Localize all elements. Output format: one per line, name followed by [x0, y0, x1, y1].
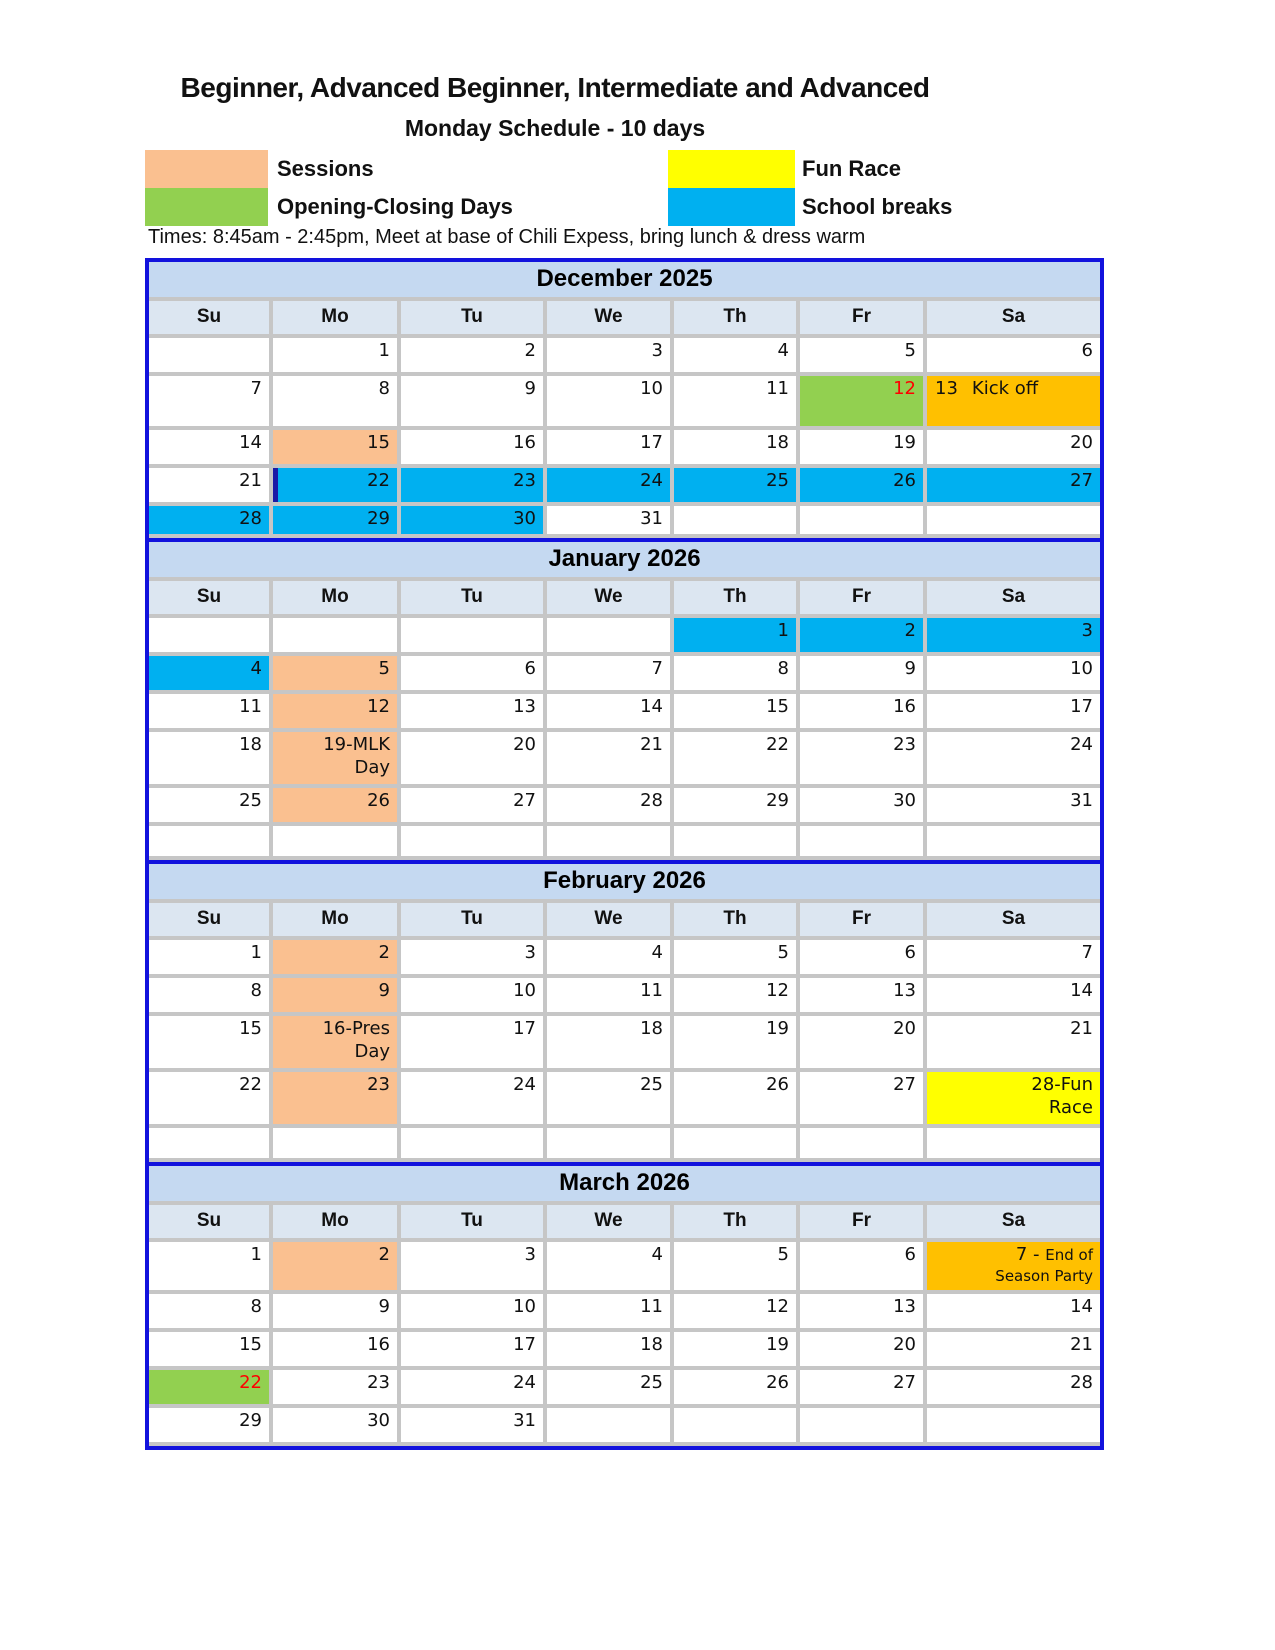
- month-calendar: [145, 1162, 1104, 1450]
- day-cell: 17: [547, 430, 670, 464]
- day-cell: [273, 826, 397, 856]
- day-cell: 24: [401, 1370, 543, 1404]
- day-cell: 21: [149, 468, 269, 502]
- day-cell: 31: [547, 506, 670, 534]
- day-cell: 10: [547, 376, 670, 426]
- day-cell: 28: [927, 1370, 1100, 1404]
- day-cell: [927, 506, 1100, 534]
- legend-label-opening-closing: Opening-Closing Days: [277, 194, 513, 219]
- page-subtitle: Monday Schedule - 10 days: [404, 115, 706, 141]
- day-cell: 11: [674, 376, 796, 426]
- day-cell: [800, 506, 923, 534]
- day-cell: 27: [800, 1370, 923, 1404]
- day-cell: 14: [547, 694, 670, 728]
- weekday-header: Sa: [927, 581, 1100, 614]
- day-cell: [800, 1128, 923, 1158]
- day-cell: [149, 826, 269, 856]
- day-cell: 19: [674, 1332, 796, 1366]
- day-cell: 6: [800, 1242, 923, 1290]
- day-cell: 16: [800, 694, 923, 728]
- day-cell: [273, 1128, 397, 1158]
- day-cell: 26: [800, 468, 923, 502]
- day-cell: 18: [149, 732, 269, 784]
- weekday-header: Mo: [273, 903, 397, 936]
- day-cell: 20: [800, 1332, 923, 1366]
- legend-swatch-sessions: [145, 150, 268, 188]
- day-cell: 14: [149, 430, 269, 464]
- day-cell: 10: [927, 656, 1100, 690]
- day-cell: [927, 1128, 1100, 1158]
- weekday-header: We: [547, 581, 670, 614]
- month-grid: [149, 297, 1100, 538]
- day-cell: 27: [927, 468, 1100, 502]
- day-cell: 27: [800, 1072, 923, 1124]
- day-cell: 16: [401, 430, 543, 464]
- day-cell: 12: [674, 978, 796, 1012]
- month-title: February 2026: [149, 864, 1100, 899]
- day-cell: 5: [674, 1242, 796, 1290]
- day-cell: 5: [273, 656, 397, 690]
- day-cell: 20: [927, 430, 1100, 464]
- weekday-header: Sa: [927, 903, 1100, 936]
- day-cell: 20: [800, 1016, 923, 1068]
- day-cell: [547, 1128, 670, 1158]
- day-cell: 31: [401, 1408, 543, 1442]
- day-cell: 9: [273, 978, 397, 1012]
- event-cell: 28-Fun Race: [927, 1072, 1100, 1124]
- day-cell: [149, 618, 269, 652]
- day-cell: 3: [401, 1242, 543, 1290]
- weekday-header: Th: [674, 581, 796, 614]
- page-title: Beginner, Advanced Beginner, Intermediate and Advanced: [180, 72, 930, 103]
- day-cell: 24: [401, 1072, 543, 1124]
- weekday-header: Mo: [273, 581, 397, 614]
- day-cell: 7: [149, 376, 269, 426]
- day-cell: 6: [927, 338, 1100, 372]
- day-cell: 8: [674, 656, 796, 690]
- weekday-header: Fr: [800, 301, 923, 334]
- event-cell: 16-Pres Day: [273, 1016, 397, 1068]
- weekday-header: Th: [674, 301, 796, 334]
- day-cell: 30: [273, 1408, 397, 1442]
- day-cell: 4: [547, 940, 670, 974]
- day-cell: [674, 1128, 796, 1158]
- weekday-header: Fr: [800, 903, 923, 936]
- day-cell: 12: [800, 376, 923, 426]
- legend-swatch-opening-closing: [145, 188, 268, 226]
- day-cell: 6: [401, 656, 543, 690]
- day-cell: 4: [547, 1242, 670, 1290]
- month-grid: [149, 577, 1100, 860]
- day-cell: 22: [674, 732, 796, 784]
- month-calendar: [145, 538, 1104, 864]
- day-cell: 18: [547, 1332, 670, 1366]
- day-cell: 2: [800, 618, 923, 652]
- day-cell: 23: [401, 468, 543, 502]
- day-cell: 30: [800, 788, 923, 822]
- day-cell: [547, 1408, 670, 1442]
- day-cell: 29: [674, 788, 796, 822]
- day-cell: 17: [401, 1332, 543, 1366]
- weekday-header: Sa: [927, 1205, 1100, 1238]
- month-grid: [149, 899, 1100, 1162]
- day-cell: 20: [401, 732, 543, 784]
- day-cell: 11: [547, 1294, 670, 1328]
- day-cell: 22: [149, 1370, 269, 1404]
- day-cell: 3: [547, 338, 670, 372]
- day-cell: 17: [927, 694, 1100, 728]
- weekday-header: We: [547, 903, 670, 936]
- day-cell: 10: [401, 1294, 543, 1328]
- day-cell: 3: [401, 940, 543, 974]
- legend-label-school-breaks: School breaks: [802, 194, 953, 219]
- day-cell: 30: [401, 506, 543, 534]
- day-cell: 21: [927, 1016, 1100, 1068]
- day-cell: 8: [149, 1294, 269, 1328]
- legend-swatch-school-breaks: [668, 188, 795, 226]
- day-cell: 11: [547, 978, 670, 1012]
- day-cell: 18: [547, 1016, 670, 1068]
- day-cell: 26: [273, 788, 397, 822]
- day-cell: [547, 618, 670, 652]
- weekday-header: Th: [674, 1205, 796, 1238]
- weekday-header: We: [547, 301, 670, 334]
- day-cell: 29: [273, 506, 397, 534]
- weekday-header: Tu: [401, 581, 543, 614]
- day-cell: 7: [927, 940, 1100, 974]
- day-cell: 22: [273, 468, 397, 502]
- event-cell: 7 - End of Season Party: [927, 1242, 1100, 1290]
- day-cell: 28: [149, 506, 269, 534]
- day-cell: 16: [273, 1332, 397, 1366]
- weekday-header: Tu: [401, 1205, 543, 1238]
- day-cell: 4: [674, 338, 796, 372]
- day-cell: 13: [800, 1294, 923, 1328]
- legend-label-sessions: Sessions: [277, 156, 374, 181]
- day-cell: [674, 506, 796, 534]
- day-cell: 8: [149, 978, 269, 1012]
- month-grid: [149, 1201, 1100, 1446]
- weekday-header: Fr: [800, 1205, 923, 1238]
- day-cell: 11: [149, 694, 269, 728]
- weekday-header: Su: [149, 581, 269, 614]
- day-cell: 2: [401, 338, 543, 372]
- weekday-header: Mo: [273, 1205, 397, 1238]
- day-cell: 10: [401, 978, 543, 1012]
- day-cell: 15: [273, 430, 397, 464]
- day-cell: [927, 826, 1100, 856]
- weekday-header: Su: [149, 903, 269, 936]
- day-cell: 31: [927, 788, 1100, 822]
- event-cell: 19-MLK Day: [273, 732, 397, 784]
- day-cell: 14: [927, 978, 1100, 1012]
- day-cell: 19: [674, 1016, 796, 1068]
- month-calendar: [145, 860, 1104, 1166]
- times-note: Times: 8:45am - 2:45pm, Meet at base of Chili Expess, bring lunch & dress warm: [148, 226, 866, 248]
- day-cell: 25: [674, 468, 796, 502]
- weekday-header: Su: [149, 301, 269, 334]
- day-cell: [674, 826, 796, 856]
- day-cell: 13: [800, 978, 923, 1012]
- day-cell: 21: [547, 732, 670, 784]
- day-cell: 1: [149, 1242, 269, 1290]
- day-cell: 1: [273, 338, 397, 372]
- day-cell: [149, 1128, 269, 1158]
- day-cell: 9: [401, 376, 543, 426]
- day-cell: 2: [273, 940, 397, 974]
- months-container: [145, 258, 1104, 1450]
- day-cell: 25: [547, 1072, 670, 1124]
- month-title: December 2025: [149, 262, 1100, 297]
- day-cell: [674, 1408, 796, 1442]
- day-cell: 8: [273, 376, 397, 426]
- day-cell: [401, 618, 543, 652]
- day-cell: [273, 618, 397, 652]
- day-cell: 5: [674, 940, 796, 974]
- day-cell: [800, 826, 923, 856]
- day-cell: 12: [674, 1294, 796, 1328]
- month-title: January 2026: [149, 542, 1100, 577]
- day-cell: 23: [273, 1370, 397, 1404]
- day-cell: 17: [401, 1016, 543, 1068]
- weekday-header: We: [547, 1205, 670, 1238]
- day-cell: 15: [149, 1332, 269, 1366]
- day-cell: 25: [149, 788, 269, 822]
- day-cell: 4: [149, 656, 269, 690]
- weekday-header: Sa: [927, 301, 1100, 334]
- day-cell: 25: [547, 1370, 670, 1404]
- day-cell: [149, 338, 269, 372]
- weekday-header: Fr: [800, 581, 923, 614]
- day-cell: 24: [927, 732, 1100, 784]
- day-cell: 27: [401, 788, 543, 822]
- day-cell: 18: [674, 430, 796, 464]
- day-cell: [401, 826, 543, 856]
- day-cell: 14: [927, 1294, 1100, 1328]
- day-cell: 2: [273, 1242, 397, 1290]
- day-cell: 3: [927, 618, 1100, 652]
- day-cell: 29: [149, 1408, 269, 1442]
- day-cell: 9: [800, 656, 923, 690]
- day-cell: [800, 1408, 923, 1442]
- day-cell: 1: [674, 618, 796, 652]
- weekday-header: Tu: [401, 301, 543, 334]
- day-cell: 22: [149, 1072, 269, 1124]
- weekday-header: Th: [674, 903, 796, 936]
- month-calendar: [145, 258, 1104, 542]
- day-cell: 28: [547, 788, 670, 822]
- month-title: March 2026: [149, 1166, 1100, 1201]
- day-cell: [927, 1408, 1100, 1442]
- day-cell: 15: [149, 1016, 269, 1068]
- day-cell: 6: [800, 940, 923, 974]
- day-cell: 7: [547, 656, 670, 690]
- weekday-header: Mo: [273, 301, 397, 334]
- day-cell: 23: [273, 1072, 397, 1124]
- day-cell: 19: [800, 430, 923, 464]
- day-cell: [547, 826, 670, 856]
- legend-label-fun-race: Fun Race: [802, 156, 902, 181]
- day-cell: [401, 1128, 543, 1158]
- day-cell: 26: [674, 1072, 796, 1124]
- day-cell: 26: [674, 1370, 796, 1404]
- day-cell: 5: [800, 338, 923, 372]
- day-cell: 1: [149, 940, 269, 974]
- event-cell: 13 Kick off: [927, 376, 1100, 426]
- day-cell: 9: [273, 1294, 397, 1328]
- weekday-header: Tu: [401, 903, 543, 936]
- day-cell: 21: [927, 1332, 1100, 1366]
- day-cell: 23: [800, 732, 923, 784]
- legend-swatch-fun-race: [668, 150, 795, 188]
- weekday-header: Su: [149, 1205, 269, 1238]
- day-cell: 13: [401, 694, 543, 728]
- day-cell: 15: [674, 694, 796, 728]
- day-cell: 12: [273, 694, 397, 728]
- day-cell: 24: [547, 468, 670, 502]
